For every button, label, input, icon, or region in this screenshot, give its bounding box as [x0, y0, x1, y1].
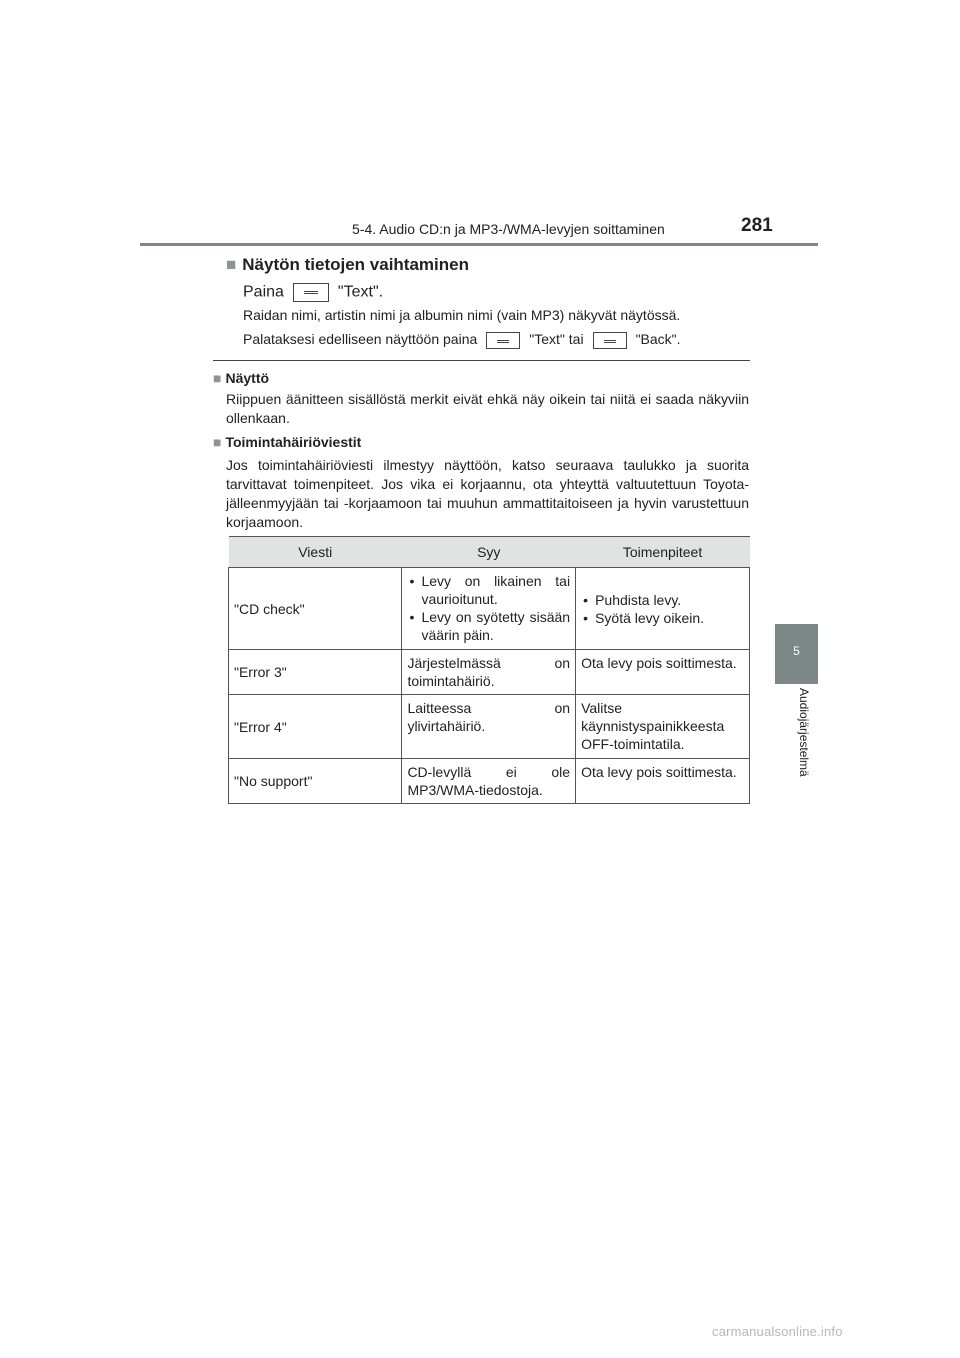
error-message-table	[228, 536, 750, 804]
note2-suffix: "Back".	[635, 331, 681, 347]
message-cell: "No support"	[229, 759, 402, 804]
display-heading-text: Näyttö	[225, 370, 270, 386]
list-item: • Levy on syötetty sisään väärin päin.	[407, 608, 570, 644]
press-suffix: "Text".	[337, 283, 384, 301]
table-row	[229, 650, 750, 695]
cause-cell: Järjestelmässä on toimintahäiriö.	[402, 650, 576, 695]
header-title: 5-4. Audio CD:n ja MP3-/WMA-levyjen soittaminen	[352, 221, 665, 237]
chapter-tab	[775, 624, 818, 684]
table-row	[229, 568, 750, 650]
list-item: • Levy on likainen tai vaurioitunut.	[407, 572, 570, 608]
square-bullet-icon: ■	[213, 434, 222, 450]
section-divider	[213, 360, 750, 361]
message-cell: "CD check"	[229, 568, 402, 650]
note2-middle: "Text" tai	[529, 331, 584, 347]
note2-prefix: Palataksesi edelliseen näyttöön paina	[243, 331, 478, 347]
list-item: • Syötä levy oikein.	[581, 609, 744, 627]
column-header-action: Toimenpiteet	[576, 537, 750, 568]
cause-cell: CD-levyllä ei ole MP3/WMA-tiedostoja.	[402, 759, 576, 804]
display-paragraph: Riippuen äänitteen sisällöstä merkit eivät ehkä näy oikein tai niitä ei saada näkyviin ollenkaan.	[226, 391, 749, 426]
cause-cell	[402, 568, 576, 650]
column-header-message: Viesti	[229, 537, 402, 568]
section-heading	[226, 255, 469, 275]
action-cell: Valitse käynnistyspainikkeesta OFF-toimintatila.	[576, 695, 750, 759]
table-header-row	[229, 537, 750, 568]
dial-button-icon	[293, 283, 329, 302]
page-number: 281	[741, 215, 773, 236]
square-bullet-icon: ■	[213, 370, 222, 386]
dial-button-icon	[486, 332, 520, 349]
dial-button-icon	[593, 332, 627, 349]
note-return	[243, 331, 681, 349]
chapter-number: 5	[793, 644, 800, 658]
cause-cell: Laitteessa on ylivirtahäiriö.	[402, 695, 576, 759]
message-cell: "Error 3"	[229, 650, 402, 695]
errors-paragraph: Jos toimintahäiriöviesti ilmestyy näyttöön, katso seuraava taulukko ja suorita tarvittavat toimenpiteet. Jos vika ei korjaannu, ota yhteyttä valtuutettuun Toyota-jälleenmyyjään tai -korjaamoon tai muuhun ammattitaitoiseen ja hyvin varustettuun korjaamoon.	[226, 457, 749, 530]
list-item: • Puhdista levy.	[581, 591, 744, 609]
display-heading	[213, 370, 269, 386]
chapter-label: Audiojärjestelmä	[797, 688, 811, 777]
errors-heading-text: Toimintahäiriöviestit	[225, 434, 362, 450]
press-prefix: Paina	[243, 283, 284, 301]
action-cell: Ota levy pois soittimesta.	[576, 650, 750, 695]
press-instruction	[243, 283, 383, 302]
note-display-info: Raidan nimi, artistin nimi ja albumin nimi (vain MP3) näkyvät näytössä.	[243, 307, 681, 323]
header-rule	[140, 243, 818, 246]
table-row	[229, 759, 750, 804]
column-header-cause: Syy	[402, 537, 576, 568]
square-bullet-icon: ■	[226, 255, 237, 274]
table-row	[229, 695, 750, 759]
action-cell	[576, 568, 750, 650]
watermark: carmanualsonline.info	[712, 1324, 843, 1339]
errors-heading	[213, 434, 361, 450]
message-cell: "Error 4"	[229, 695, 402, 759]
action-cell: Ota levy pois soittimesta.	[576, 759, 750, 804]
section-heading-text: Näytön tietojen vaihtaminen	[242, 255, 469, 274]
